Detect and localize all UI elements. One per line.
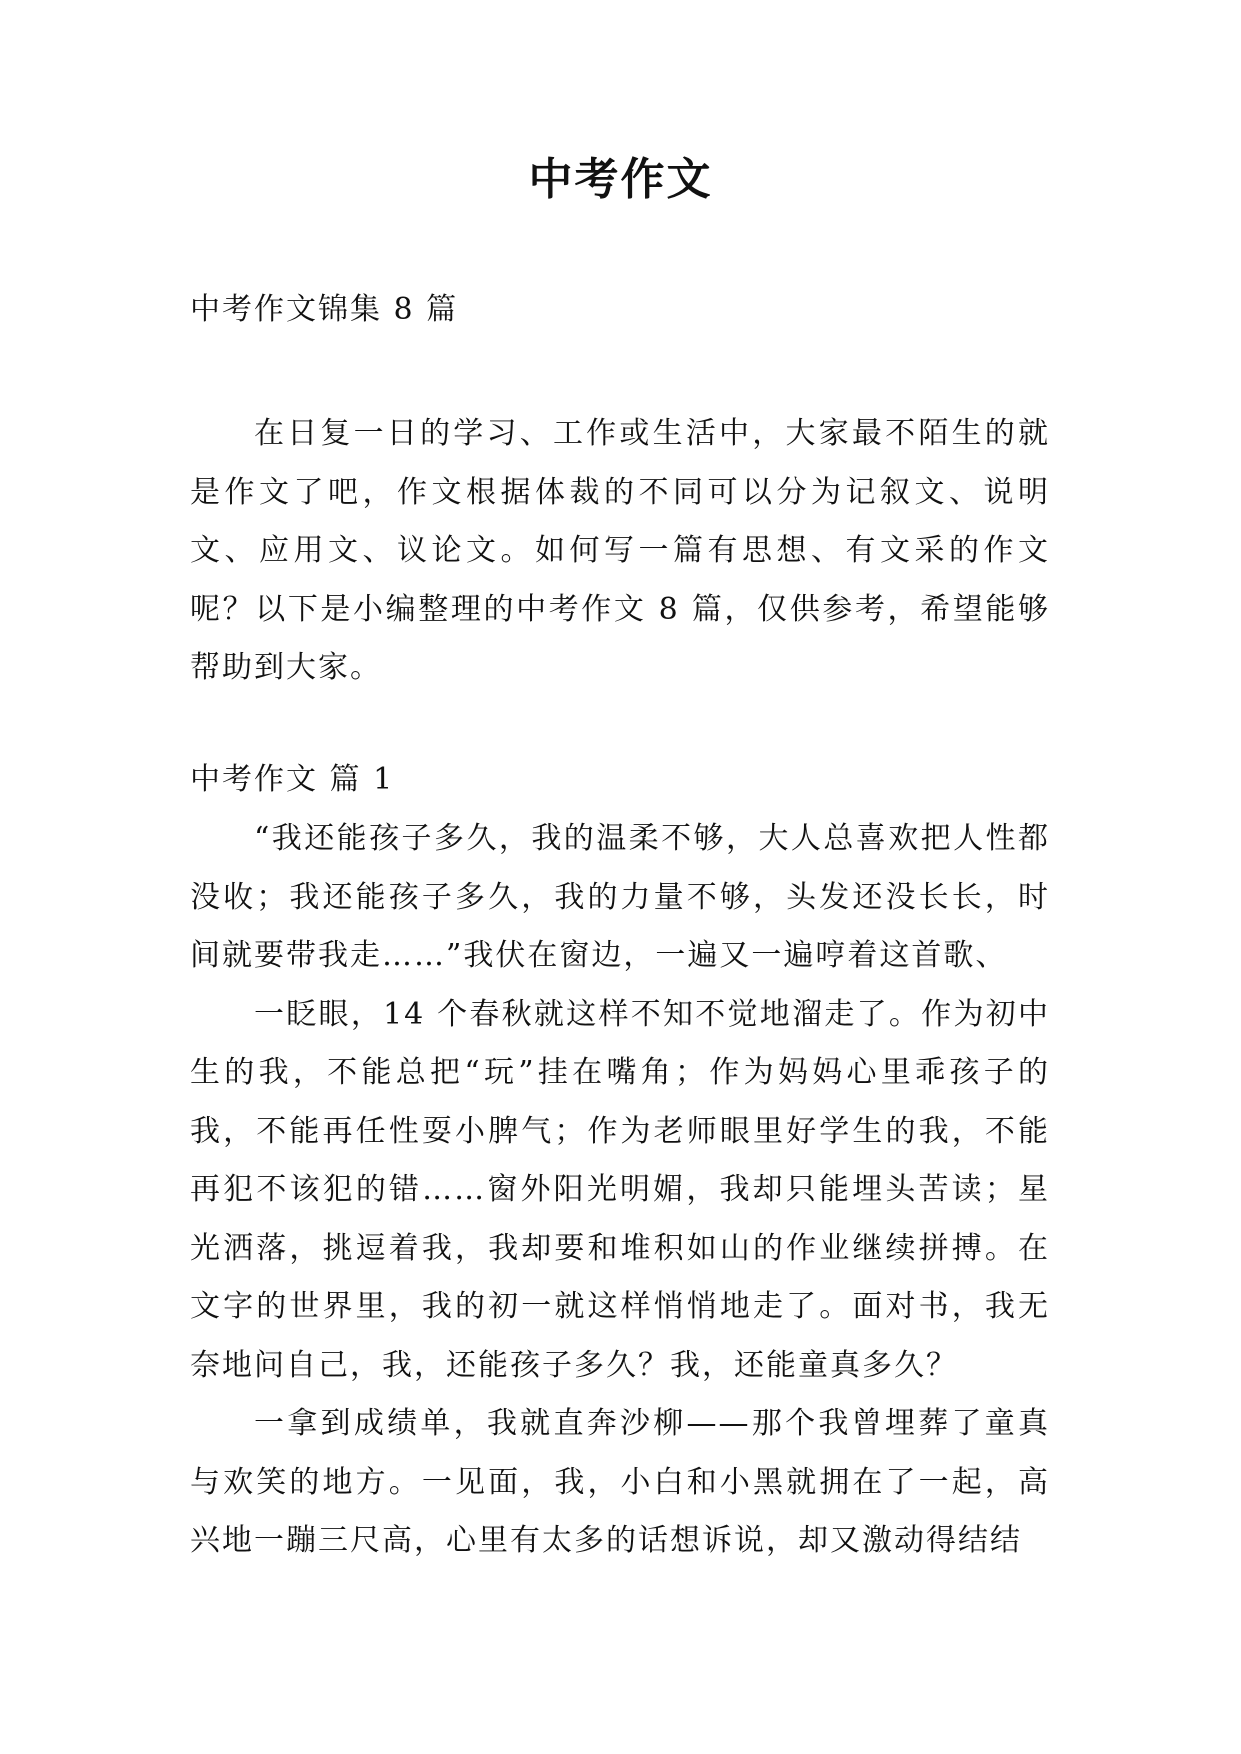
document-subtitle: 中考作文锦集 8 篇 bbox=[190, 292, 459, 327]
intro-paragraph: 在日复一日的学习、工作或生活中，大家最不陌生的就是作文了吧，作文根据体裁的不同可以分为记叙文、说明文、应用文、议论文。如何写一篇有思想、有文采的作文呢？以下是小编整理的中考作文 8 篇，仅供参考，希望能够帮助到大家。 bbox=[190, 416, 1050, 685]
essay-body bbox=[190, 810, 1050, 1571]
essay-paragraph: “我还能孩子多久，我的温柔不够，大人总喜欢把人性都没收；我还能孩子多久，我的力量不够，头发还没长长，时间就要带我走……”我伏在窗边，一遍又一遍哼着这首歌、 bbox=[190, 821, 1050, 973]
section-title: 中考作文 篇 1 bbox=[190, 762, 395, 797]
page-title: 中考作文 bbox=[528, 154, 713, 205]
essay-paragraph: 一拿到成绩单，我就直奔沙柳——那个我曾埋葬了童真与欢笑的地方。一见面，我，小白和小黑就拥在了一起，高兴地一蹦三尺高，心里有太多的话想诉说，却又激动得结结 bbox=[190, 1406, 1050, 1558]
essay-paragraph: 一眨眼，14 个春秋就这样不知不觉地溜走了。作为初中生的我，不能总把“玩”挂在嘴角；作为妈妈心里乖孩子的我，不能再任性耍小脾气；作为老师眼里好学生的我，不能再犯不该犯的错……窗外阳光明媚，我却只能埋头苦读；星光洒落，挑逗着我，我却要和堆积如山的作业继续拼搏。在文字的世界里，我的初一就这样悄悄地走了。面对书，我无奈地问自己，我，还能孩子多久？我，还能童真多久？ bbox=[190, 996, 1050, 1383]
